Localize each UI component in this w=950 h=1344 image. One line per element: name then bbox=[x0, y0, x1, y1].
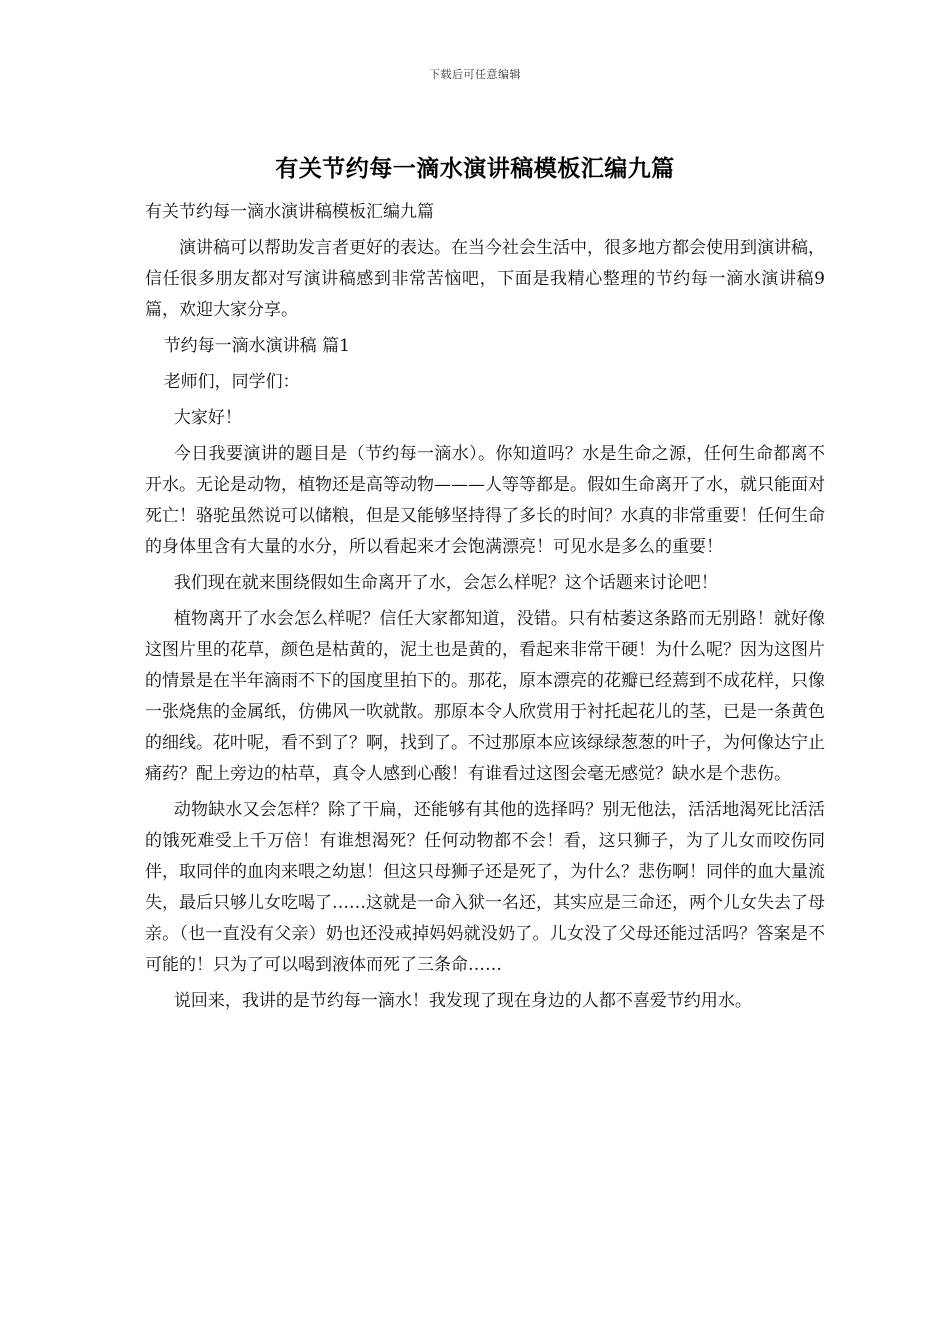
header-note: 下载后可任意编辑 bbox=[429, 68, 521, 81]
document-body bbox=[145, 197, 825, 1022]
body-paragraph: 我们现在就来围绕假如生命离开了水，会怎么样呢？这个话题来讨论吧！ bbox=[173, 573, 718, 593]
intro-paragraph: 演讲稿可以帮助发言者更好的表达。在当今社会生活中，很多地方都会使用到演讲稿，信任很多朋友都对写演讲稿感到非常苦恼吧，下面是我精心整理的节约每一滴水演讲稿9篇，欢迎大家分享。 bbox=[145, 238, 825, 320]
document-title: 有关节约每一滴水演讲稿模板汇编九篇 bbox=[275, 155, 675, 182]
salutation: 老师们，同学们： bbox=[163, 372, 300, 392]
body-paragraph: 动物缺水又会怎样？除了干扁，还能够有其他的选择吗？别无他法，活活地渴死比活活的饿死难受上千万倍！有谁想渴死？任何动物都不会！看，这只狮子，为了儿女而咬伤同伴，取同伴的血肉来喂之幼崽！但这只母狮子还是死了，为什么？悲伤啊！同伴的血大量流失，最后只够儿女吃喝了……这就是一命入狱一名还，其实应是三命还，两个儿女失去了母亲。（也一直没有父亲）奶也还没戒掉妈妈就没奶了。儿女没了父母还能过活吗？答案是不可能的！只为了可以喝到液体而死了三条命…… bbox=[145, 800, 825, 975]
body-paragraph: 今日我要演讲的题目是（节约每一滴水）。你知道吗？水是生命之源，任何生命都离不开水。无论是动物，植物还是高等动物———人等等都是。假如生命离开了水，就只能面对死亡！骆驼虽然说可以储粮，但是又能够坚持得了多长的时间？水真的非常重要！任何生命的身体里含有大量的水分，所以看起来才会饱满漂亮！可见水是多么的重要！ bbox=[145, 444, 825, 557]
greeting: 大家好！ bbox=[173, 408, 242, 428]
subtitle-paragraph: 有关节约每一滴水演讲稿模板汇编九篇 bbox=[145, 202, 434, 222]
body-paragraph: 植物离开了水会怎么样呢？信任大家都知道，没错。只有枯萎这条路而无别路！就好像这图片里的花草，颜色是枯黄的，泥土也是黄的，看起来非常干硬！为什么呢？因为这图片的情景是在半年滴雨不下的国度里拍下的。那花，原本漂亮的花瓣已经蔫到不成花样，只像一张烧焦的金属纸，仿佛风一吹就散。那原本令人欣赏用于衬托起花儿的茎，已是一条黄色的细线。花叶呢，看不到了？啊，找到了。不过那原本应该绿绿葱葱的叶子，为何像达宁止痛药？配上旁边的枯草，真令人感到心酸！有谁看过这图会毫无感觉？缺水是个悲伤。 bbox=[145, 609, 825, 784]
section-heading: 节约每一滴水演讲稿 篇1 bbox=[163, 336, 350, 356]
body-paragraph: 说回来，我讲的是节约每一滴水！我发现了现在身边的人都不喜爱节约用水。 bbox=[173, 991, 752, 1011]
